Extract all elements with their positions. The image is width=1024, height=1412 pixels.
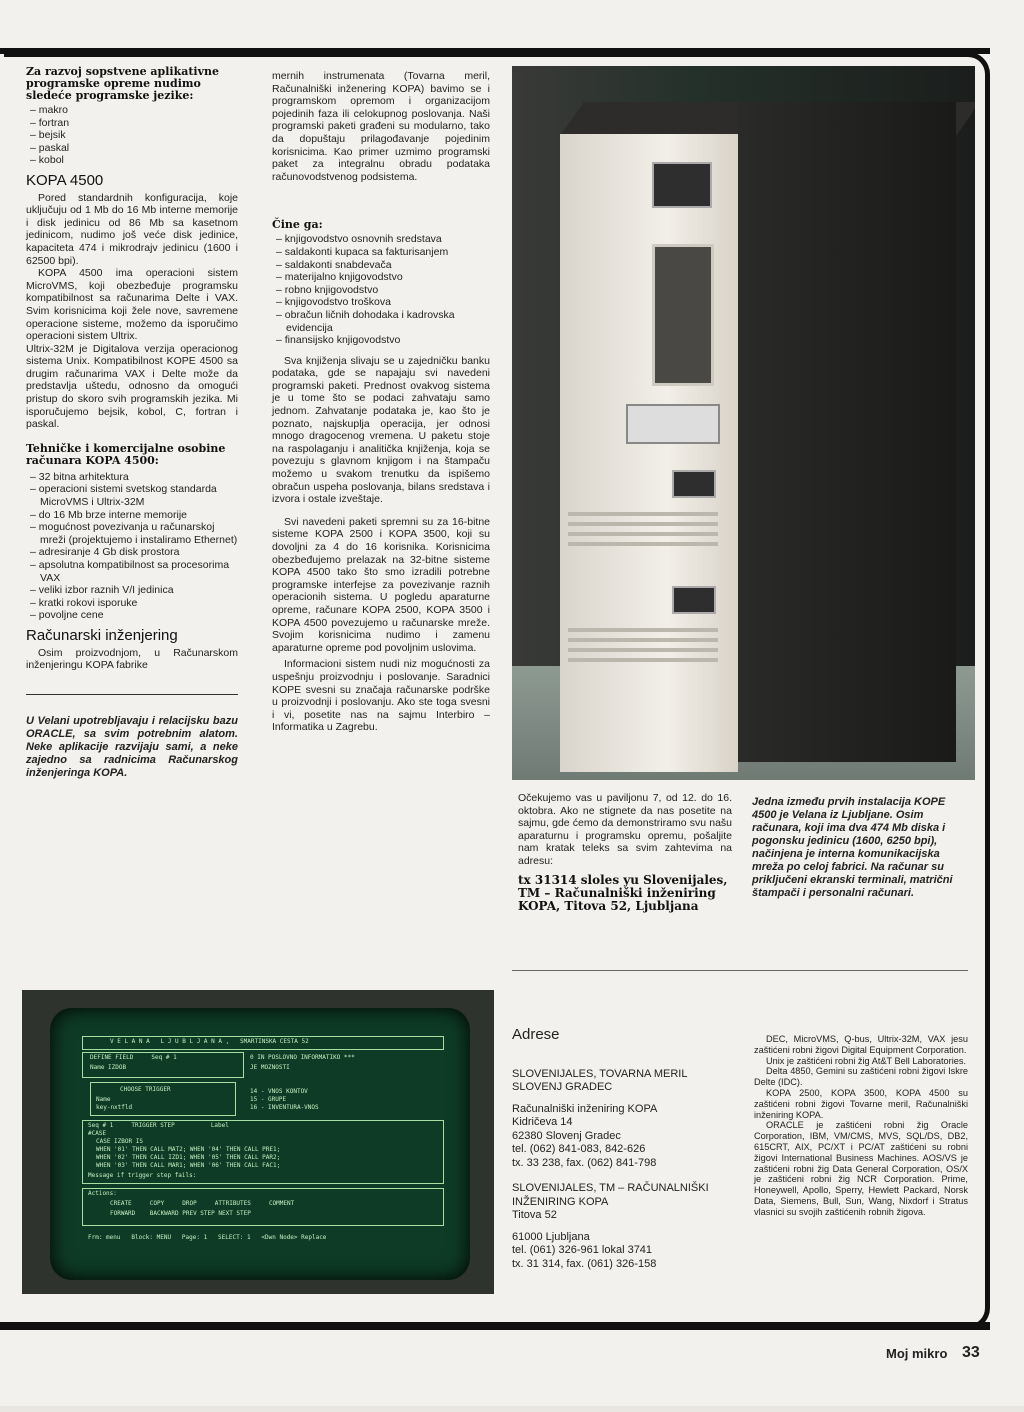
page-edge: [0, 1406, 1024, 1412]
screen-line: Seq # 1 TRIGGER STEP Label: [88, 1122, 229, 1129]
install-caption: [752, 796, 968, 900]
screen-line: DEFINE FIELD Seq # 1: [90, 1054, 177, 1061]
list-item: – saldakonti snabdevača: [272, 259, 490, 272]
fair-text: Očekujemo vas u paviljonu 7, od 12. do 16. oktobra. Ako ne stignete da nas posetite na sajmu, gde ćemo da demonstriramo svu našu aparaturnu i programsku opremu, pošaljite nam kratak teleks sa svim zahtevima na adresu:: [518, 792, 732, 867]
address-line: SLOVENJ GRADEC: [512, 1081, 613, 1093]
trademark-note: Delta 4850, Gemini su zaštićeni robni žigovi Iskre Delte (IDC).: [754, 1066, 968, 1088]
list-item: – obračun ličnih dohodaka i kadrovska evidencija: [272, 309, 490, 334]
screen-line: FORWARD BACKWARD PREV STEP NEXT STEP: [110, 1210, 251, 1217]
address-line: SLOVENIJALES, TM – RAČUNALNIŠKI INŽENIRING KOPA: [512, 1182, 709, 1208]
list-item: – knjigovodstvo osnovnih sredstava: [272, 233, 490, 246]
cabinet-side: [738, 102, 956, 762]
trademark-note: Unix je zaštićeni robni žig At&T Bell Laboratories.: [766, 1055, 967, 1066]
screen-line: Name: [96, 1096, 111, 1103]
col2-paragraph-3: Svi navedeni paketi spremni su za 16-bitne sisteme KOPA 2500 i KOPA 3500, koji su dovoljni za 4 do 16 korisnika. Korisnicima obezbeđujemo prelazak na 32-bitne sisteme KOPA 4500 tako što smo izradili potrebne programske interfejse za povezivanje raznih operacionih sistema. U pogledu aparaturne opreme, računare KOPA 2500, KOPA 3500 i KOPA 4500 povezujemo u računarske mreže. Svojim korisnicima nudimo i zamenu aparaturne opreme pod povoljnim uslovima.: [272, 515, 490, 654]
drive-indicator-1: [672, 470, 716, 498]
screen-line: CHOOSE TRIGGER: [120, 1086, 171, 1093]
address-block-2: [512, 1182, 738, 1271]
kopa-paragraph-2: KOPA 4500 ima operacioni sistem MicroVMS, koji obezbeđuje programsku kompatibilnost sa računarima Delte i VAX. Svim korisnicima koji žele nove, savremene operacione sisteme, možemo da isporučimo operacioni sistem Ultrix.: [26, 267, 238, 343]
list-item: – apsolutna kompatibilnost sa procesorima VAX: [26, 559, 238, 584]
list-item: – povoljne cene: [26, 609, 238, 622]
spacer: [512, 1223, 738, 1231]
screen-line: Message if trigger step fails:: [88, 1172, 197, 1179]
crt-display: [50, 1008, 470, 1280]
screen-line: Actions:: [88, 1190, 117, 1197]
address-line: 62380 Slovenj Gradec: [512, 1129, 621, 1142]
list-item: – bejsik: [26, 129, 238, 142]
tech-list: [26, 471, 238, 622]
list-item: – paskal: [26, 142, 238, 155]
cine-list: [272, 233, 490, 346]
screen-line: 15 - GRUPE: [250, 1096, 287, 1103]
oracle-caption: U Velani upotrebljavaju i relacijsku bazu ORACLE, sa svim potrebnim alatom. Neke aplikacije razvijaju sami, a neke zajedno sa radnicima Računarskog inženjeringa KOPA.: [26, 714, 238, 779]
addresses-heading: Adrese: [512, 1026, 560, 1043]
list-item: – robno knjigovodstvo: [272, 284, 490, 297]
address-line: Titova 52: [512, 1209, 557, 1221]
vent: [568, 638, 718, 642]
vent: [568, 648, 718, 652]
list-item: – do 16 Mb brze interne memorije: [26, 509, 238, 522]
screen-line: CASE IZBOR IS: [96, 1138, 143, 1145]
list-item: – veliki izbor raznih V/I jedinica: [26, 584, 238, 597]
page-number: 33: [962, 1344, 980, 1361]
list-item: – 32 bitna arhitektura: [26, 471, 238, 484]
address-line: tel. (062) 841-083, 842-626: [512, 1143, 646, 1155]
cine-heading: Čine ga:: [272, 218, 323, 232]
spacer: [512, 1095, 738, 1103]
vent: [568, 542, 718, 546]
drive-indicator-2: [672, 586, 716, 614]
languages-heading: Za razvoj sopstvene aplikativne programske opreme nudimo sledeće programske jezike:: [26, 65, 219, 102]
trademark-note: KOPA 2500, KOPA 3500, KOPA 4500 su zaštićeni robni žigovi Tovarne meril, Računalniški inženiring KOPA.: [754, 1087, 968, 1120]
fair-address: tx 31314 sloles yu Slovenijales, TM – Računalniški inženiring KOPA, Titova 52, Ljubljana: [518, 872, 728, 913]
screen-line: Name IZDOB: [90, 1064, 127, 1071]
kopa-paragraph-1: Pored standardnih konfiguracija, koje uključuju od 1 Mb do 16 Mb interne memorije i disk jedinicu od 86 Mb sa kasetnom jedinicom, nudimo još veće disk jedinice, kapaciteta 474 i mikrodrajv jedinicu (1600 i 62500 bpi).: [26, 191, 238, 267]
divider: [26, 694, 238, 695]
address-line: 61000 Ljubljana: [512, 1230, 590, 1243]
terminal-screen-photo: [22, 990, 494, 1294]
column-2: [272, 70, 490, 734]
list-item: – makro: [26, 104, 238, 117]
kopa-4500-photo: [512, 66, 975, 780]
col2-paragraph-4: Informacioni sistem nudi niz mogućnosti za uspešnju proizvodnju i poslovanje. Saradnici KOPE svesni su značaja računarske podrške u proizvodnji i poslovanju. Ako ste toga svesni i vi, posetite nas na sajmu Interbiro – Informatika u Zagrebu.: [272, 658, 490, 734]
screen-line: WHEN '01' THEN CALL MAT2; WHEN '04' THEN CALL PRE1;: [96, 1146, 281, 1153]
address-line: tx. 31 314, fax. (061) 326-158: [512, 1257, 657, 1270]
screen-line: WHEN '03' THEN CALL MAR1; WHEN '06' THEN CALL FAC1;: [96, 1162, 281, 1169]
screen-status-line: Frm: menu Block: MENU Page: 1 SELECT: 1 <Dwn Node> Replace: [88, 1234, 327, 1241]
engineering-heading: Računarski inženjering: [26, 626, 178, 644]
list-item: – fortran: [26, 117, 238, 130]
screen-line: key-nxtfld: [96, 1104, 133, 1111]
screen-line: #CASE: [88, 1130, 107, 1137]
vent: [568, 628, 718, 632]
screen-title: V E L A N A L J U B L J A N A , SMARTINSKA CESTA 52: [110, 1038, 309, 1045]
list-item: – materijalno knjigovodstvo: [272, 271, 490, 284]
kopa-heading: KOPA 4500: [26, 171, 104, 189]
col2-paragraph-1: mernih instrumenata (Tovarna meril, Računalniški inženering KOPA) bavimo se i programskom opremom i organizacijom pojedinih faza ili celokupnog poslovanja. Naši programski paketi građeni su modularno, tako da dopuštaju prilagođavanje pojedinim korisnicima. Kao primer uzmimo programski paket za integralnu obradu podataka računovodstvenog podsistema.: [272, 70, 490, 183]
col2-paragraph-2: Sva knjiženja slivaju se u zajedničku banku podataka, gde se napajaju svi navedeni programski paketi. Prednost ovakvog sistema je u tome što se podaci zahvataju samo jednom. Zahvatanje podataka je, kao što je poznato, najskuplja operacija, jer odnosi mnogo dragocenog vremena. U paketu stoje na raspolaganju i analitička knjiženja, koja se povezuju s glavnom knjigom i na štampaču možemo u svakom trenutku da ispišemo obračun uspeha poslovanja, bilans sredstava i izvora i ostale izveštaje.: [272, 354, 490, 506]
vent: [568, 658, 718, 662]
magazine-name: Moj mikro: [886, 1346, 948, 1361]
screen-line: 0 IN POSLOVNO INFORMATIKO ***: [250, 1054, 355, 1061]
engineering-paragraph: Osim proizvodnjom, u Računarskom inženjeringu KOPA fabrike: [26, 646, 238, 672]
list-item: – kratki rokovi isporuke: [26, 597, 238, 610]
list-item: – saldakonti kupaca sa fakturisanjem: [272, 246, 490, 259]
address-line: SLOVENIJALES, TOVARNA MERIL: [512, 1067, 688, 1080]
tech-heading: Tehničke i komercijalne osobine računara KOPA 4500:: [26, 441, 226, 467]
address-line: Računalniški inženiring KOPA: [512, 1102, 658, 1115]
address-block-1: [512, 1068, 738, 1171]
address-line: tel. (061) 326-961 lokal 3741: [512, 1244, 653, 1256]
address-line: Kidričeva 14: [512, 1116, 573, 1128]
drive-panel: [626, 404, 720, 444]
cabinet-window: [652, 244, 714, 386]
screen-line: WHEN '02' THEN CALL IZD1; WHEN '05' THEN CALL PAR2;: [96, 1154, 281, 1161]
trademarks-column: [754, 1034, 968, 1218]
list-item: – operacioni sistemi svetskog standarda MicroVMS i Ultrix-32M: [26, 483, 238, 508]
list-item: – kobol: [26, 154, 238, 167]
screen-line: JE MOZNOSTI: [250, 1064, 290, 1071]
addresses-column: [512, 1028, 738, 1283]
list-item: – adresiranje 4 Gb disk prostora: [26, 546, 238, 559]
fair-caption: [518, 792, 732, 913]
trademark-note: DEC, MicroVMS, Q-bus, Ultrix-32M, VAX jesu zaštićeni robni žigovi Digital Equipment Corporation.: [754, 1034, 968, 1055]
screen-line: 16 - INVENTURA-VNOS: [250, 1104, 319, 1111]
frame-bottom-rule: [0, 1322, 990, 1330]
list-item: – knjigovodstvo troškova: [272, 296, 490, 309]
control-panel: [652, 162, 712, 208]
divider: [512, 970, 968, 971]
kopa-paragraph-3: Ultrix-32M je Digitalova verzija operacionog sistema Unix. Kompatibilnost KOPE 4500 sa drugim računarima VAX i Delte može da predstavlja uštedu, odnosno da omogući pristup do skoro svih programskih jezika. Mi isporučujemo bejsik, kobol, C, fortran i paskal.: [26, 342, 238, 431]
install-caption-text: Jedna između prvih instalacija KOPE 4500 je Velana iz Ljubljane. Osim računara, koji ima dva 474 Mb diska i pogonsku jedinicu (1600, 6250 bpi), načinjena je interna komunikacijska mreža po celoj fabrici. Na računar su priključeni ekranski terminali, matrični štampači i personalni računari.: [752, 796, 953, 899]
address-line: tx. 33 238, fax. (062) 841-798: [512, 1156, 657, 1169]
vent: [568, 532, 718, 536]
column-1: [26, 66, 238, 780]
screen-line: 14 - VNOS KONTOV: [250, 1088, 308, 1095]
vent: [568, 522, 718, 526]
cabinet-front: [560, 134, 738, 772]
languages-list: [26, 104, 238, 167]
list-item: – finansijsko knjigovodstvo: [272, 334, 490, 347]
list-item: – mogućnost povezivanja u računarskoj mreži (projektujemo i instaliramo Ethernet): [26, 521, 238, 546]
screen-line: CREATE COPY DROP ATTRIBUTES COMMENT: [110, 1200, 295, 1207]
vent: [568, 512, 718, 516]
trademark-note: ORACLE je zaštićeni robni žig Oracle Corporation, IBM, VM/CMS, MVS, SQL/DS, DB2, 615CRT, AIX, PC/XT i PC/AT zaštićeni su robni žigovi International Business Machines. AOS/VS je zaštićeni robni žig Data General Corporation, OS/X je zaštićeni robni žig NCR Corporation. Prime, Honeywell, Apollo, Sperry, Hewlett Packard, Norsk Data, Siemens, Bull, Sun, Wang, Nixdorf i Stratus vlasnici su svojih zaštićenih robnih žigova.: [754, 1120, 968, 1217]
